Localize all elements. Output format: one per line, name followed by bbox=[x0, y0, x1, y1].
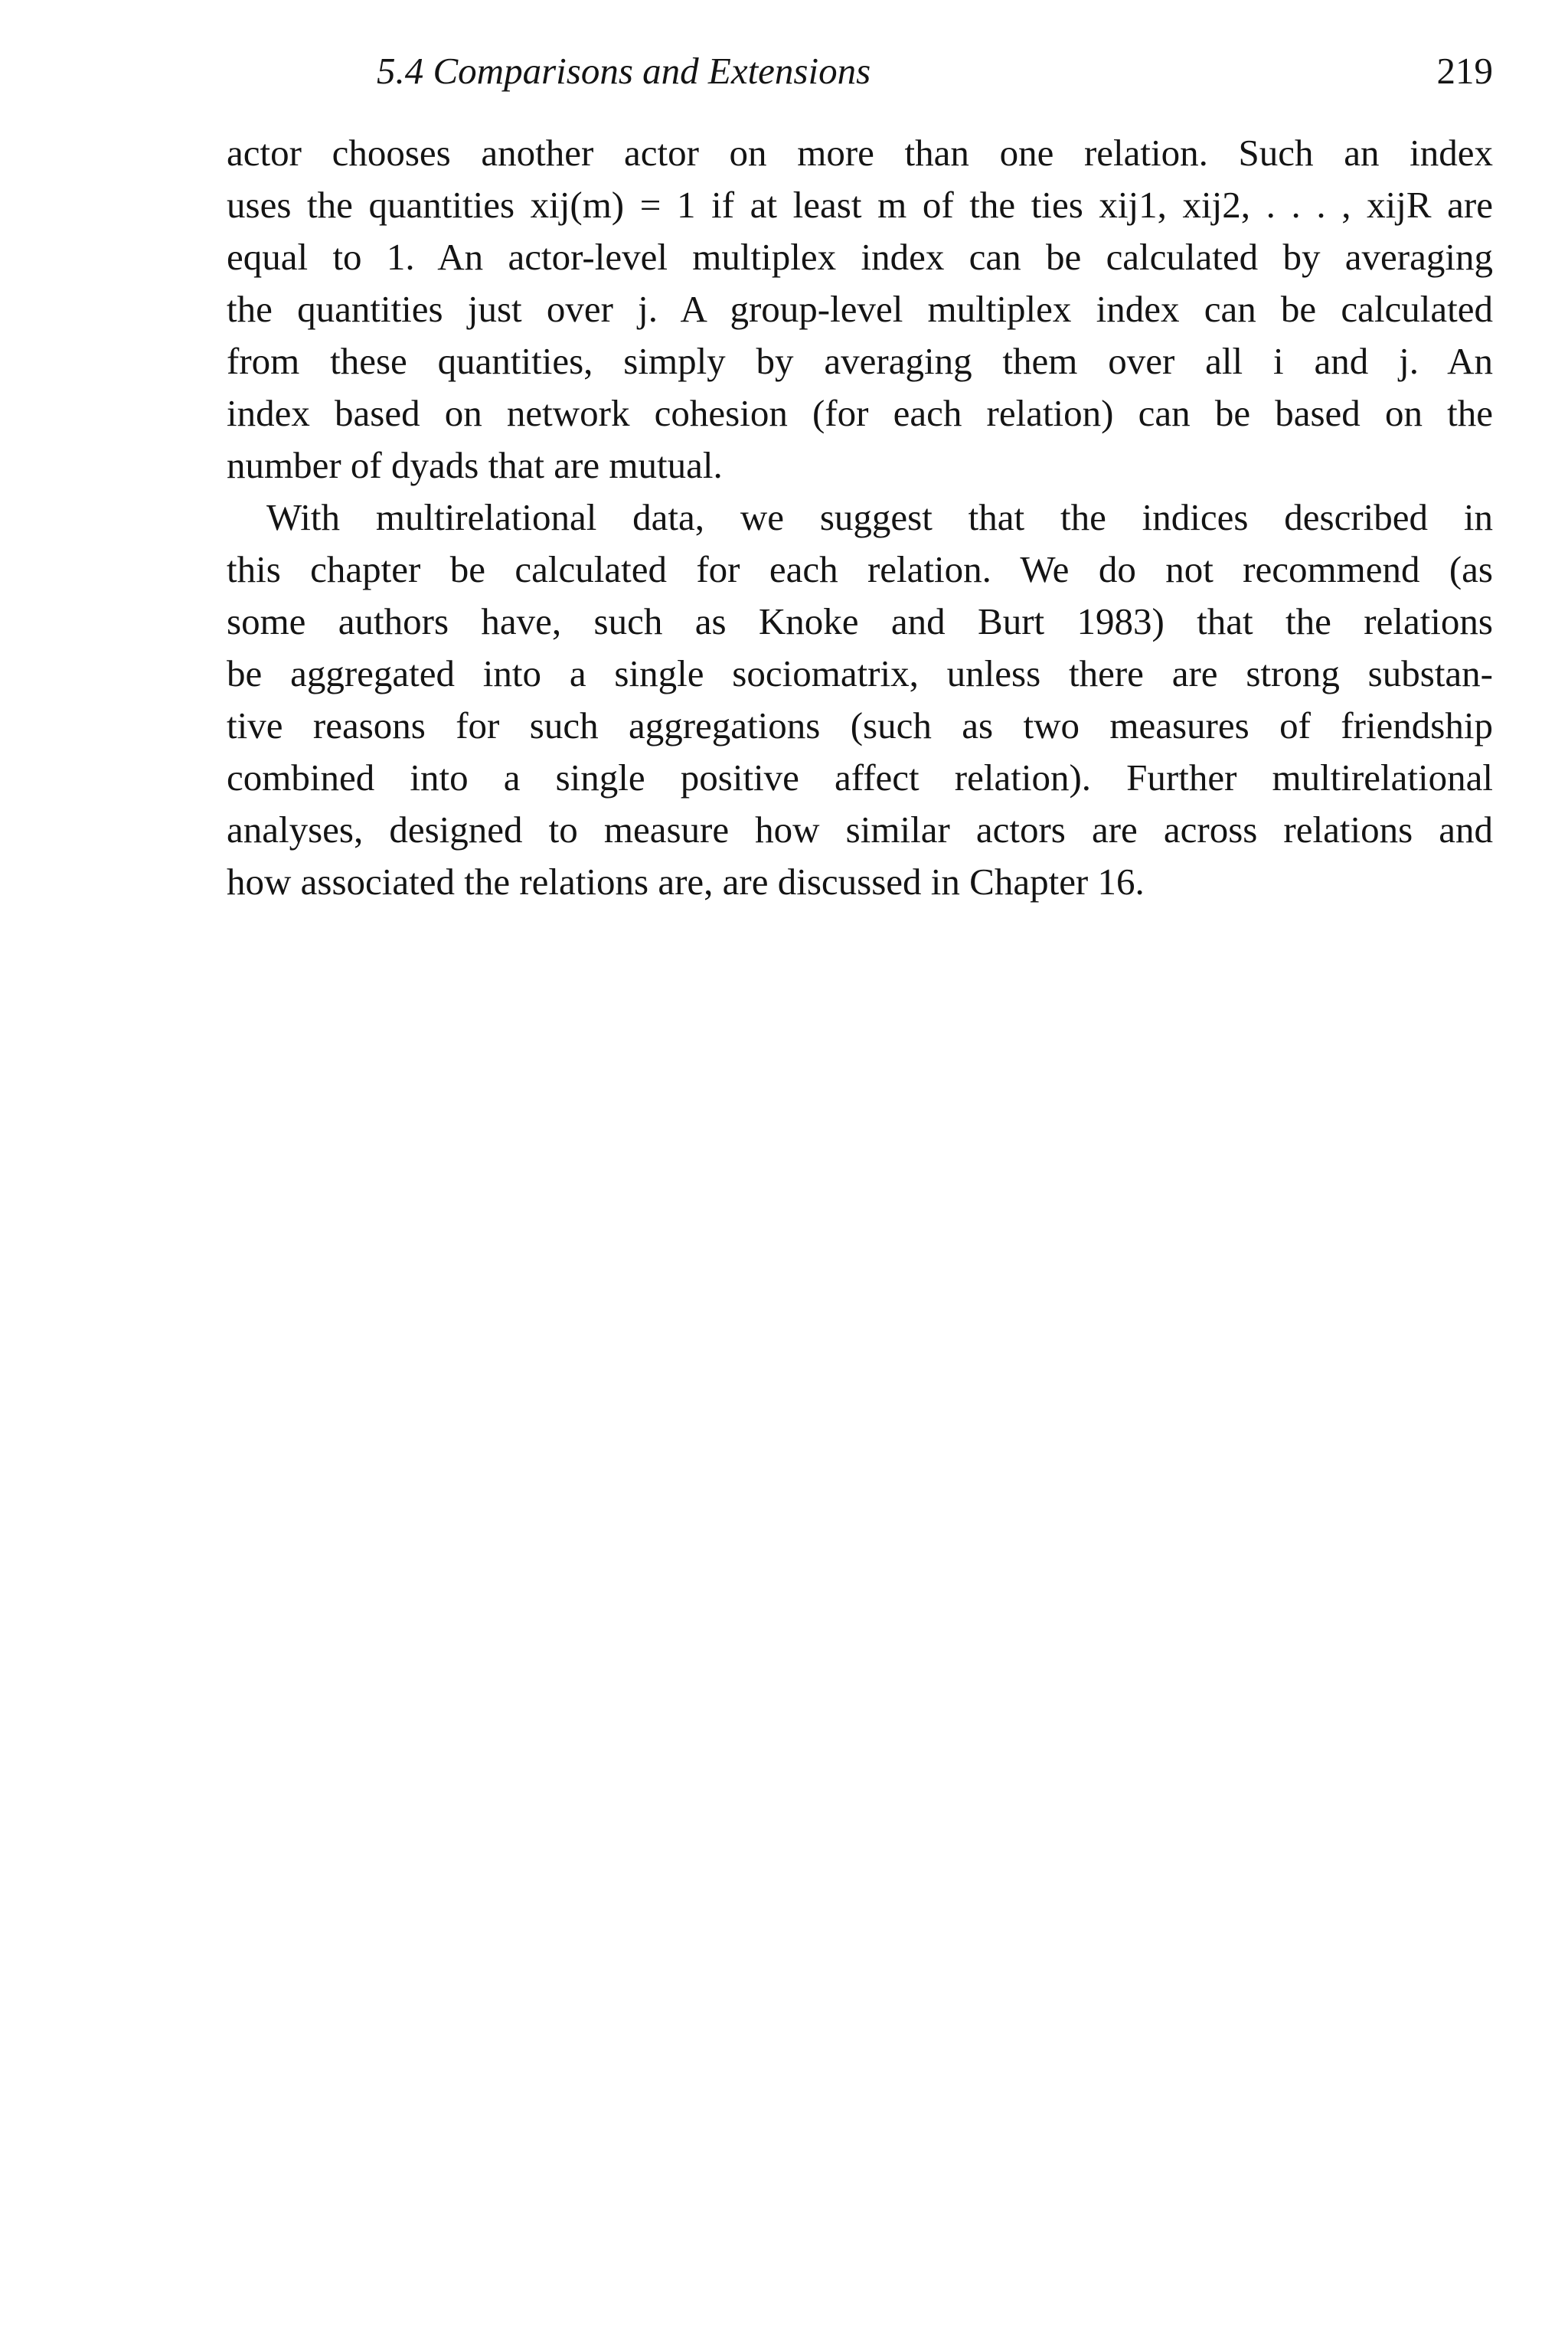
paragraph-1 bbox=[227, 127, 1493, 492]
body-text bbox=[227, 127, 1493, 908]
paragraph-line: some authors have, such as Knoke and Burt 1983) that the relations bbox=[227, 600, 1493, 642]
paragraph-line: analyses, designed to measure how similar actors are across relations and bbox=[227, 809, 1493, 851]
paragraph-line: the quantities just over j. A group-level multiplex index can be calculated bbox=[227, 288, 1493, 330]
paragraph-line: actor chooses another actor on more than one relation. Such an index bbox=[227, 132, 1493, 174]
paragraph-line: equal to 1. An actor-level multiplex index can be calculated by averaging bbox=[227, 236, 1493, 278]
paragraph-line: how associated the relations are, are discussed in Chapter 16. bbox=[227, 861, 1145, 903]
paragraph-line: this chapter be calculated for each relation. We do not recommend (as bbox=[227, 548, 1493, 590]
paragraph-line: tive reasons for such aggregations (such as two measures of friendship bbox=[227, 704, 1493, 747]
page-number: 219 bbox=[1436, 50, 1493, 92]
paragraph-line: number of dyads that are mutual. bbox=[227, 444, 723, 486]
paragraph-line: be aggregated into a single sociomatrix, unless there are strong substan- bbox=[227, 652, 1493, 694]
paragraph-line: uses the quantities xij(m) = 1 if at least m of the ties xij1, xij2, . . . , xijR are bbox=[227, 184, 1493, 226]
paragraph-line: from these quantities, simply by averaging them over all i and j. An bbox=[227, 340, 1493, 382]
paragraph-line: combined into a single positive affect relation). Further multirelational bbox=[227, 756, 1493, 799]
paragraph-2 bbox=[227, 492, 1493, 908]
paragraph-line: With multirelational data, we suggest that the indices described in bbox=[266, 496, 1493, 538]
running-head bbox=[227, 44, 1493, 98]
paragraph-line: index based on network cohesion (for each relation) can be based on the bbox=[227, 392, 1493, 434]
section-title: 5.4 Comparisons and Extensions bbox=[377, 50, 871, 92]
